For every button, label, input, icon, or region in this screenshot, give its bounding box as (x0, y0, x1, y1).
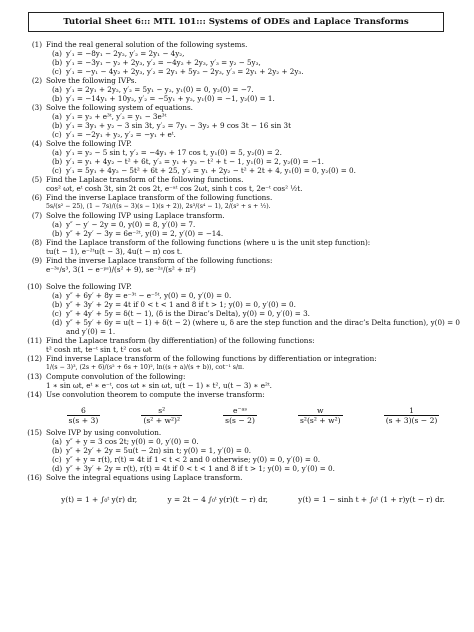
subpart-list (52, 85, 460, 103)
question-item (20, 256, 460, 274)
fraction-row (46, 402, 460, 428)
subpart-text: y′₁ = y₁ + 4y₂ − t² + 6t, y′₂ = y₁ + y₂ − t² + t − 1, y₁(0) = 2, y₂(0) = −1. (66, 157, 324, 166)
question-number: (13) (27, 372, 42, 381)
subpart-list (52, 437, 460, 473)
expression-line: 1 ∗ sin ωt, eᵗ ∗ e⁻ᵗ, cos ωt ∗ sin ωt, u(t − 1) ∗ t², u(t − 3) ∗ e²ᵗ. (46, 381, 272, 390)
subpart-label: (c) (52, 309, 62, 318)
question-number: (8) (31, 238, 42, 247)
subpart-text: y″ + 3y′ + 2y = r(t), r(t) = 4t if 0 < t < 1 and 8 if t > 1; y(0) = 0, y′(0) = 0. (66, 464, 335, 473)
integral-equation: y(t) = 1 − sinh t + ∫₀ᵗ (1 + r)y(t − r) dr. (298, 494, 445, 504)
subpart-list (52, 112, 460, 139)
question-text: Find the Laplace transform of the following functions (where u is the unit step function): (46, 238, 371, 247)
subpart-item (52, 67, 460, 76)
question-body (46, 372, 460, 390)
subpart-text: y″ + 3y′ + 2y = 4t if 0 < t < 1 and 8 if t > 1; y(0) = 0, y′(0) = 0. (66, 300, 296, 309)
question-text: Find the real general solution of the following systems. (46, 40, 248, 49)
subpart-text: y′₁ = y₂ + e³ᵗ, y′₂ = y₁ − 3e³ᵗ (66, 112, 167, 121)
subpart-text: y′₁ = 3y₁ + y₂ − 3 sin 3t, y′₂ = 7y₁ − 3y₂ + 9 cos 3t − 16 sin 3t (66, 121, 292, 130)
subpart-item (52, 455, 460, 464)
question-text: Solve the following IVP. (46, 139, 132, 148)
question-number: (14) (27, 390, 42, 399)
question-number: (4) (31, 139, 42, 148)
question-item (20, 103, 460, 139)
integral-equation-row (46, 486, 460, 512)
question-number: (9) (31, 256, 42, 265)
question-item (20, 76, 460, 103)
question-item (20, 238, 460, 256)
subpart-text: y″ − y′ − 2y = 0, y(0) = 8, y′(0) = 7. (66, 220, 196, 229)
question-item (20, 390, 460, 428)
question-body (46, 428, 460, 473)
question-text: Solve the following IVPs. (46, 76, 137, 85)
question-text: Solve the following system of equations. (46, 103, 193, 112)
subpart-text: y′₁ = −3y₁ − y₂ + 2y₃, y′₂ = −4y₂ + 2y₃, y′₃ = y₂ − 5y₃, (66, 58, 261, 67)
question-item (20, 211, 460, 238)
question-item (20, 175, 460, 193)
fraction-denominator: (s + 3)(s − 2) (385, 415, 438, 425)
fraction-denominator: s(s − 2) (225, 415, 255, 425)
question-list (20, 40, 460, 512)
subpart-text: y′₁ = −y₁ − 4y₂ + 2y₃, y′₂ = 2y₁ + 5y₂ − 2y₃, y′₃ = 2y₁ + 2y₂ + 2y₃. (66, 67, 304, 76)
expression-line: e⁻³ˢ/s³, 3(1 − e⁻ᵖˢ)/(s² + 9), se⁻²ˢ/(s² + π²) (46, 265, 196, 274)
subpart-label: (c) (52, 67, 62, 76)
question-body (46, 139, 460, 175)
question-item (20, 473, 460, 512)
question-body (46, 336, 460, 354)
subpart-item (52, 291, 460, 300)
fraction (298, 406, 343, 425)
subpart-label: (c) (52, 166, 62, 175)
subpart-label: (b) (52, 58, 63, 67)
fraction-numerator: s² (158, 405, 166, 415)
subpart-item (52, 309, 460, 318)
subpart-label: (b) (52, 446, 63, 455)
question-item (20, 336, 460, 354)
question-number: (10) (27, 282, 42, 291)
subpart-item (52, 58, 460, 67)
question-body (46, 473, 460, 512)
subpart-text: y′₁ = y₂ − 5 sin t, y′₂ = −4y₁ + 17 cos t, y₁(0) = 5, y₂(0) = 2. (66, 148, 282, 157)
subpart-item (52, 300, 460, 309)
fraction (141, 406, 182, 425)
subpart-item (52, 437, 460, 446)
fraction-denominator: (s² + w²)² (143, 415, 181, 425)
subpart-text: y″ + y = r(t), r(t) = 4t if 1 < t < 2 and 0 otherwise; y(0) = 0, y′(0) = 0. (66, 455, 321, 464)
expression-line: t² cosh πt, te⁻ᵗ sin t, t² cos ωt (46, 345, 152, 354)
subpart-label: (d) (52, 464, 63, 473)
question-item (20, 193, 460, 211)
question-text: Find the Laplace transform of the following functions. (46, 175, 244, 184)
question-number: (11) (27, 336, 42, 345)
fraction (384, 406, 440, 425)
expression-line: 5s/(s² − 25), (1 − 7s)/((s − 3)(s − 1)(s + 2)), 2s³/(s⁴ − 1), 2/(s² + s + ½). (46, 203, 271, 210)
question-text: Find the inverse Laplace transform of the following functions: (46, 256, 273, 265)
question-item (20, 372, 460, 390)
fraction (223, 406, 257, 425)
question-body (46, 211, 460, 238)
question-number: (15) (27, 428, 42, 437)
question-body (46, 238, 460, 256)
subpart-item (52, 446, 460, 455)
subpart-item (52, 318, 460, 336)
question-body (46, 103, 460, 139)
question-number: (5) (31, 175, 42, 184)
integral-equation: y(t) = 1 + ∫₀ᵗ y(r) dr, (61, 494, 138, 504)
subpart-label: (d) (52, 318, 63, 327)
subpart-list (52, 148, 460, 175)
subpart-text: y′₁ = −8y₁ − 2y₂, y′₂ = 2y₁ − 4y₂, (66, 49, 185, 58)
subpart-text: y″ + 6y′ + 8y = e⁻³ᵗ − e⁻⁵ᵗ, y(0) = 0, y′(0) = 0. (66, 291, 232, 300)
subpart-item (52, 220, 460, 229)
subpart-text: y″ + y = 3 cos 2t; y(0) = 0, y′(0) = 0. (66, 437, 199, 446)
question-text: Solve the integral equations using Laplace transform. (46, 473, 243, 482)
question-item (20, 282, 460, 336)
subpart-list (52, 220, 460, 238)
subpart-label: (b) (52, 94, 63, 103)
sheet-title-text: Tutorial Sheet 6::: MTL 101::: Systems of ODEs and Laplace Transforms (63, 17, 409, 27)
question-number: (12) (27, 354, 42, 363)
subpart-list (52, 291, 460, 336)
subpart-text: y′₁ = 2y₁ + 2y₂, y′₂ = 5y₁ − y₂, y₁(0) = 0, y₂(0) = −7. (66, 85, 254, 94)
subpart-text: y′₁ = −2y₁ + y₂, y′₂ = −y₁ + eᵗ. (66, 130, 176, 139)
subpart-item (52, 148, 460, 157)
fraction-denominator: s(s + 3) (68, 415, 99, 425)
subpart-text: y″ + 5y′ + 6y = u(t − 1) + δ(t − 2) (where u, δ are the step function and the dirac’s Delta function), y(0) = 0 and y′(0) = 1. (66, 318, 460, 336)
subpart-label: (a) (52, 437, 62, 446)
subpart-label: (a) (52, 291, 62, 300)
question-text: Find inverse Laplace transform of the following functions by differentiation or integration: (46, 354, 377, 363)
question-text: Solve the following IVP using Laplace transform. (46, 211, 225, 220)
subpart-item (52, 49, 460, 58)
question-number: (3) (31, 103, 42, 112)
fraction-denominator: s²(s² + w²) (300, 415, 341, 425)
question-body (46, 193, 460, 211)
subpart-label: (a) (52, 112, 62, 121)
expression-line: 1/(s − 3)³, (2s + 6)/(s² + 6s + 10)², ln((s + a)/(s + b)), cot⁻¹ s/π. (46, 364, 245, 371)
question-item (20, 354, 460, 372)
subpart-text: y″ + 2y′ − 3y = 6e⁻²ᵗ, y(0) = 2, y′(0) = −14. (66, 229, 224, 238)
integral-equation: y = 2t − 4 ∫₀ᵗ y(r)(t − r) dr, (167, 494, 268, 504)
subpart-label: (a) (52, 49, 62, 58)
expression-line: tu(t − 1), e⁻²ᵗu(t − 3), 4u(t − π) cos t. (46, 247, 183, 256)
subpart-label: (a) (52, 220, 62, 229)
question-text: Find the inverse Laplace transform of the following functions. (46, 193, 273, 202)
question-item (20, 428, 460, 473)
fraction-numerator: 1 (409, 405, 414, 415)
section-gap (20, 274, 460, 282)
subpart-text: y′₁ = 5y₁ + 4y₂ − 5t² + 6t + 25, y′₂ = y₁ + 2y₂ − t² + 2t + 4, y₁(0) = 0, y₂(0) = 0. (66, 166, 356, 175)
question-text: Solve the following IVP. (46, 282, 132, 291)
subpart-item (52, 130, 460, 139)
question-number: (2) (31, 76, 42, 85)
subpart-text: y″ + 2y′ + 2y = 5u(t − 2π) sin t; y(0) = 1, y′(0) = 0. (66, 446, 252, 455)
question-body (46, 354, 460, 372)
subpart-label: (c) (52, 455, 62, 464)
question-number: (1) (31, 40, 42, 49)
subpart-item (52, 229, 460, 238)
question-body (46, 40, 460, 76)
subpart-item (52, 85, 460, 94)
subpart-item (52, 94, 460, 103)
expression-line: cos² ωt, eᵗ cosh 3t, sin 2t cos 2t, e⁻ᵃᵗ cos 2ωt, sinh t cos t, 2e⁻ᵗ cos² ½t. (46, 184, 303, 193)
subpart-item (52, 166, 460, 175)
question-body (46, 76, 460, 103)
subpart-item (52, 157, 460, 166)
subpart-label: (b) (52, 121, 63, 130)
question-body (46, 256, 460, 274)
subpart-text: y″ + 4y′ + 5y = δ(t − 1), (δ is the Dirac’s Delta), y(0) = 0, y′(0) = 3. (66, 309, 310, 318)
fraction-numerator: e⁻ᵃˢ (233, 405, 248, 415)
question-text: Use convolution theorem to compute the inverse transform: (46, 390, 265, 399)
question-item (20, 40, 460, 76)
fraction-numerator: w (317, 405, 324, 415)
question-number: (16) (27, 473, 42, 482)
question-text: Find the Laplace transform (by differentiation) of the following functions: (46, 336, 315, 345)
question-number: (6) (31, 193, 42, 202)
fraction-numerator: 6 (81, 405, 86, 415)
subpart-label: (b) (52, 229, 63, 238)
question-body (46, 282, 460, 336)
subpart-label: (c) (52, 130, 62, 139)
fraction (67, 406, 101, 425)
subpart-label: (b) (52, 157, 63, 166)
question-text: Compute convolution of the following: (46, 372, 186, 381)
subpart-list (52, 49, 460, 76)
question-item (20, 139, 460, 175)
subpart-label: (b) (52, 300, 63, 309)
subpart-item (52, 112, 460, 121)
subpart-item (52, 121, 460, 130)
question-body (46, 175, 460, 193)
sheet-title (28, 12, 444, 32)
question-text: Solve IVP by using convolution. (46, 428, 162, 437)
subpart-item (52, 464, 460, 473)
subpart-label: (a) (52, 148, 62, 157)
question-body (46, 390, 460, 428)
subpart-text: y′₁ = −14y₁ + 10y₂, y′₂ = −5y₁ + y₂, y₁(0) = −1, y₂(0) = 1. (66, 94, 275, 103)
question-number: (7) (31, 211, 42, 220)
subpart-label: (a) (52, 85, 62, 94)
